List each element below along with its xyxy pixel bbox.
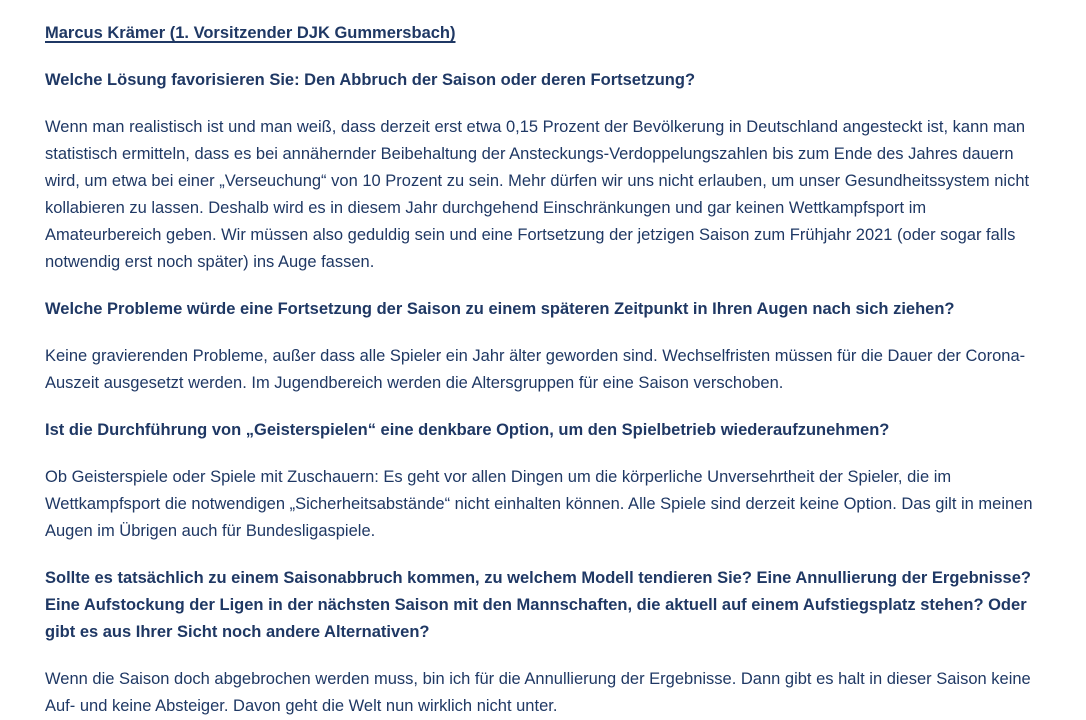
answer-2: Keine gravierenden Probleme, außer dass alle Spieler ein Jahr älter geworden sind. Wechselfristen müssen für die Dauer der Corona-Auszeit ausgesetzt werden. Im Jugendbereich werden die Altersgruppen für eine Saison verschoben. <box>45 347 1026 392</box>
question-4: Sollte es tatsächlich zu einem Saisonabbruch kommen, zu welchem Modell tendieren Sie? Eine Annullierung der Ergebnisse? Eine Aufstockung der Ligen in der nächsten Saison mit den Mannschaften, die aktuell auf einem Aufstiegsplatz stehen? Oder gibt es aus Ihrer Sicht noch andere Alternativen? <box>45 569 1031 641</box>
answer-1: Wenn man realistisch ist und man weiß, dass derzeit erst etwa 0,15 Prozent der Bevölkerung in Deutschland angesteckt ist, kann man statistisch ermitteln, dass es bei annähernder Beibehaltung der Ansteckungs-Verdoppelungszahlen bis zum Ende des Jahres dauern wird, um etwa bei einer „Verseuchung“ von 10 Prozent zu sein. Mehr dürfen wir uns nicht erlauben, um unser Gesundheitssystem nicht kollabieren zu lassen. Deshalb wird es in diesem Jahr durchgehend Einschränkungen und gar keinen Wettkampfsport im Amateurbereich geben. Wir müssen also geduldig sein und eine Fortsetzung der jetzigen Saison zum Frühjahr 2021 (oder sogar falls notwendig erst noch später) ins Auge fassen. <box>45 118 1030 271</box>
answer-3: Ob Geisterspiele oder Spiele mit Zuschauern: Es geht vor allen Dingen um die körperliche Unversehrtheit der Spieler, die im Wettkampfsport die notwendigen „Sicherheitsabstände“ nicht einhalten können. Alle Spiele sind derzeit keine Option. Das gilt in meinen Augen im Übrigen auch für Bundesligaspiele. <box>45 468 1033 540</box>
question-1: Welche Lösung favorisieren Sie: Den Abbruch der Saison oder deren Fortsetzung? <box>45 71 696 89</box>
question-2: Welche Probleme würde eine Fortsetzung der Saison zu einem späteren Zeitpunkt in Ihren Augen nach sich ziehen? <box>45 300 955 318</box>
question-3: Ist die Durchführung von „Geisterspielen“ eine denkbare Option, um den Spielbetrieb wiederaufzunehmen? <box>45 421 890 439</box>
answer-4: Wenn die Saison doch abgebrochen werden muss, bin ich für die Annullierung der Ergebnisse. Dann gibt es halt in dieser Saison keine Auf- und keine Absteiger. Davon geht die Welt nun wirklich nicht unter. <box>45 670 1031 715</box>
interview-heading: Marcus Krämer (1. Vorsitzender DJK Gummersbach) <box>45 24 456 42</box>
interview-text-block <box>45 20 1046 720</box>
